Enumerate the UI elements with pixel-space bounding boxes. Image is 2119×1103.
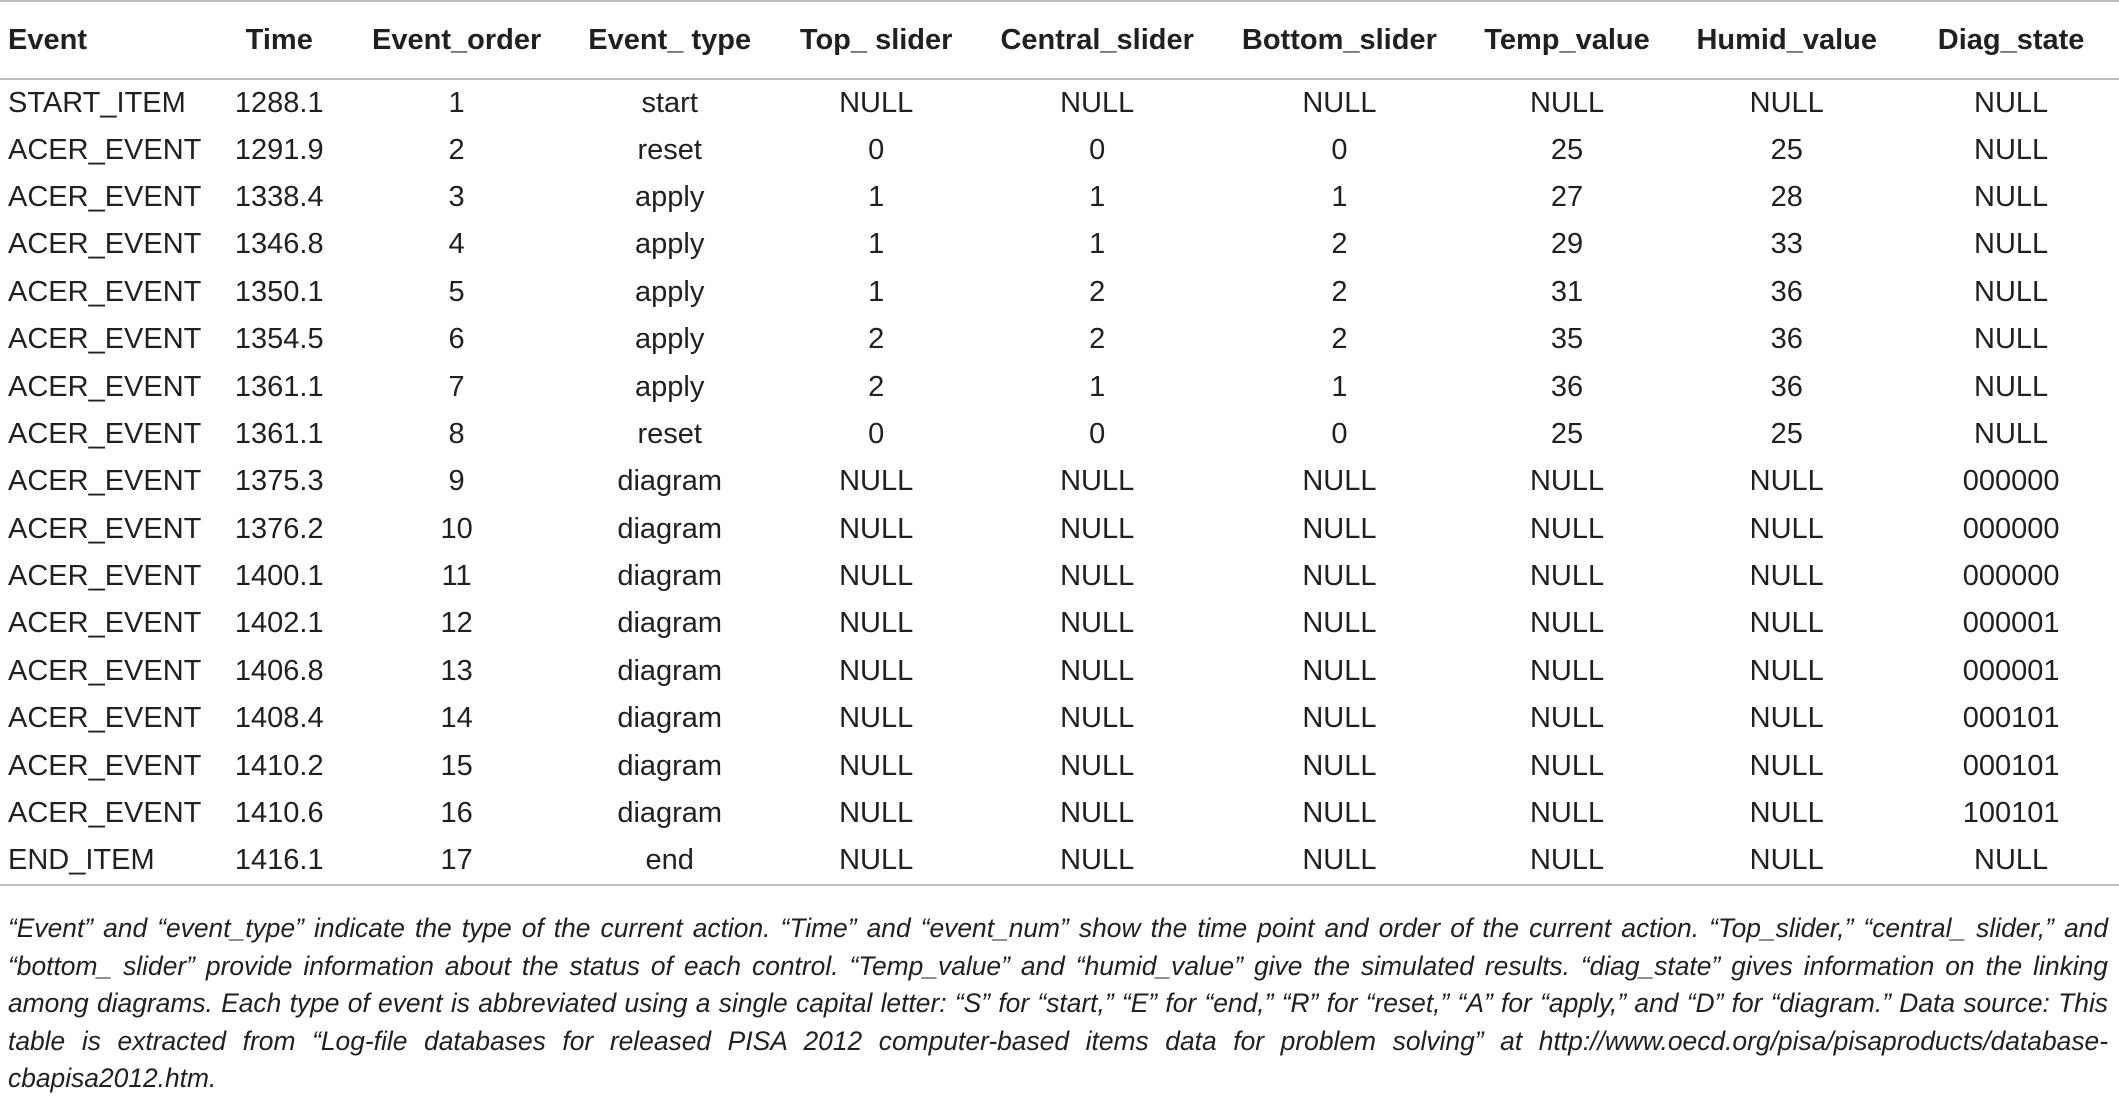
cell-bottom-slider: 1: [1331, 180, 1348, 213]
cell-temp-value: NULL: [1529, 607, 1605, 640]
table-row: [0, 837, 2119, 884]
table-row: [0, 506, 2119, 553]
column-header-humid-value: Humid_value: [1670, 1, 1903, 79]
cell-event-type: diagram: [617, 512, 723, 545]
cell-event-type: apply: [635, 370, 705, 403]
cell-event-order: 2: [448, 133, 465, 166]
table-footnote: [8, 910, 2108, 1098]
cell-central-slider: NULL: [1060, 86, 1135, 119]
cell-event-order: 17: [347, 837, 567, 884]
cell-diag-state: 000001: [1962, 607, 2060, 640]
cell-time: 1406.8: [234, 654, 324, 687]
cell-event: ACER_EVENT: [8, 749, 202, 782]
cell-humid-value: 28: [1770, 180, 1803, 213]
cell-event-type: apply: [635, 228, 705, 261]
table-row: [0, 742, 2119, 789]
cell-bottom-slider: NULL: [1302, 512, 1377, 545]
cell-time: 1346.8: [234, 228, 324, 261]
cell-time: 1361.1: [234, 370, 324, 403]
cell-temp-value: NULL: [1464, 837, 1670, 884]
table-row: [0, 174, 2119, 221]
table-row: [0, 458, 2119, 505]
cell-time: 1338.4: [234, 180, 324, 213]
table-row: [0, 269, 2119, 316]
cell-event-type: reset: [637, 417, 702, 450]
cell-temp-value: NULL: [1529, 512, 1605, 545]
cell-temp-value: 27: [1550, 180, 1584, 213]
column-header-bottom-slider: Bottom_slider: [1215, 1, 1464, 79]
cell-event-type: apply: [635, 275, 705, 308]
cell-humid-value: NULL: [1749, 654, 1824, 687]
cell-central-slider: 1: [1089, 228, 1106, 261]
cell-central-slider: 2: [1089, 323, 1106, 356]
cell-top-slider: NULL: [839, 465, 914, 498]
cell-temp-value: NULL: [1529, 749, 1605, 782]
cell-event: ACER_EVENT: [8, 370, 202, 403]
cell-top-slider: NULL: [839, 607, 914, 640]
cell-diag-state: NULL: [1974, 180, 2049, 213]
cell-time: 1350.1: [234, 275, 324, 308]
cell-diag-state: NULL: [1974, 228, 2049, 261]
cell-temp-value: NULL: [1529, 797, 1605, 830]
table-header: [0, 1, 2119, 79]
table-row: [0, 363, 2119, 410]
column-header-time: Time: [212, 1, 347, 79]
cell-temp-value: 31: [1550, 275, 1584, 308]
cell-top-slider: NULL: [839, 86, 914, 119]
cell-event: ACER_EVENT: [8, 512, 202, 545]
cell-temp-value: NULL: [1529, 654, 1605, 687]
cell-event-order: 3: [448, 180, 465, 213]
cell-event: ACER_EVENT: [8, 323, 202, 356]
cell-temp-value: 25: [1550, 133, 1584, 166]
cell-event-type: diagram: [617, 797, 723, 830]
cell-central-slider: 1: [1089, 180, 1106, 213]
cell-time: 1402.1: [234, 607, 324, 640]
cell-central-slider: NULL: [979, 837, 1215, 884]
cell-central-slider: NULL: [1060, 512, 1135, 545]
cell-bottom-slider: NULL: [1302, 465, 1377, 498]
cell-bottom-slider: 0: [1331, 133, 1348, 166]
cell-central-slider: NULL: [1060, 797, 1135, 830]
table-body: [0, 79, 2119, 885]
cell-diag-state: NULL: [1974, 133, 2049, 166]
cell-time: 1288.1: [234, 86, 324, 119]
cell-event: ACER_EVENT: [8, 797, 202, 830]
cell-diag-state: 100101: [1962, 797, 2060, 830]
cell-event-order: 4: [448, 228, 465, 261]
cell-humid-value: NULL: [1749, 797, 1824, 830]
table-row: [0, 553, 2119, 600]
cell-event-order: 15: [440, 749, 473, 782]
cell-top-slider: 2: [868, 370, 885, 403]
table-row: [0, 79, 2119, 126]
cell-diag-state: NULL: [1974, 86, 2049, 119]
cell-temp-value: NULL: [1529, 702, 1605, 735]
cell-event-type: end: [566, 837, 772, 884]
cell-event: ACER_EVENT: [8, 228, 202, 261]
cell-bottom-slider: 0: [1331, 417, 1348, 450]
cell-diag-state: NULL: [1903, 837, 2119, 884]
cell-event: ACER_EVENT: [8, 275, 202, 308]
cell-central-slider: 0: [1089, 133, 1106, 166]
cell-event-order: 6: [448, 323, 465, 356]
cell-temp-value: NULL: [1529, 86, 1605, 119]
column-header-event-type: Event_ type: [566, 1, 772, 79]
cell-humid-value: NULL: [1749, 749, 1824, 782]
cell-event-order: 8: [448, 417, 465, 450]
cell-diag-state: 000000: [1962, 512, 2060, 545]
cell-central-slider: 1: [1089, 370, 1106, 403]
cell-central-slider: NULL: [1060, 465, 1135, 498]
cell-humid-value: 25: [1770, 133, 1803, 166]
cell-event-type: diagram: [617, 749, 723, 782]
cell-humid-value: NULL: [1670, 837, 1903, 884]
column-header-temp-value: Temp_value: [1464, 1, 1670, 79]
cell-bottom-slider: 2: [1331, 275, 1348, 308]
cell-time: 1291.9: [234, 133, 324, 166]
column-header-event: Event: [0, 1, 212, 79]
cell-diag-state: 000001: [1962, 654, 2060, 687]
cell-top-slider: 0: [868, 417, 885, 450]
cell-humid-value: 33: [1770, 228, 1803, 261]
cell-diag-state: NULL: [1974, 370, 2049, 403]
cell-diag-state: NULL: [1974, 323, 2049, 356]
cell-top-slider: 2: [868, 323, 885, 356]
table-row: [0, 411, 2119, 458]
column-header-central-slider: Central_slider: [979, 1, 1215, 79]
cell-bottom-slider: 2: [1331, 228, 1348, 261]
cell-top-slider: NULL: [839, 560, 914, 593]
cell-top-slider: NULL: [839, 797, 914, 830]
cell-bottom-slider: NULL: [1302, 702, 1377, 735]
table-row: [0, 126, 2119, 173]
cell-humid-value: 36: [1770, 275, 1803, 308]
cell-time: 1410.6: [234, 797, 324, 830]
cell-event-order: 13: [440, 654, 473, 687]
cell-temp-value: NULL: [1529, 560, 1605, 593]
cell-bottom-slider: NULL: [1215, 837, 1464, 884]
cell-event-type: apply: [635, 323, 705, 356]
cell-temp-value: NULL: [1529, 465, 1605, 498]
column-header-top-slider: Top_ slider: [773, 1, 979, 79]
cell-bottom-slider: NULL: [1302, 560, 1377, 593]
cell-diag-state: NULL: [1974, 417, 2049, 450]
cell-top-slider: 1: [868, 228, 885, 261]
cell-bottom-slider: NULL: [1302, 749, 1377, 782]
cell-time: 1400.1: [234, 560, 324, 593]
cell-time: 1410.2: [234, 749, 324, 782]
cell-event-order: 11: [441, 560, 472, 593]
cell-event-type: diagram: [617, 702, 723, 735]
cell-diag-state: NULL: [1974, 275, 2049, 308]
cell-temp-value: 35: [1550, 323, 1584, 356]
cell-event-order: 16: [440, 797, 473, 830]
cell-event: ACER_EVENT: [8, 607, 202, 640]
cell-top-slider: NULL: [839, 654, 914, 687]
cell-humid-value: NULL: [1749, 512, 1824, 545]
cell-central-slider: NULL: [1060, 560, 1135, 593]
cell-event-order: 14: [440, 702, 473, 735]
cell-top-slider: NULL: [839, 749, 914, 782]
cell-event: ACER_EVENT: [8, 133, 202, 166]
cell-bottom-slider: NULL: [1302, 86, 1377, 119]
cell-event-order: 7: [448, 370, 465, 403]
cell-central-slider: 2: [1089, 275, 1106, 308]
cell-diag-state: 000000: [1962, 560, 2060, 593]
cell-time: 1416.1: [212, 837, 347, 884]
cell-event-order: 1: [448, 86, 465, 119]
cell-event-type: start: [641, 86, 698, 119]
cell-temp-value: 25: [1550, 417, 1584, 450]
cell-event-order: 5: [448, 275, 465, 308]
cell-bottom-slider: NULL: [1302, 654, 1377, 687]
cell-event: ACER_EVENT: [8, 180, 202, 213]
cell-humid-value: 36: [1770, 370, 1803, 403]
cell-time: 1376.2: [234, 512, 324, 545]
cell-humid-value: 36: [1770, 323, 1803, 356]
table-row: [0, 600, 2119, 647]
cell-top-slider: NULL: [839, 512, 914, 545]
cell-event: ACER_EVENT: [8, 417, 202, 450]
cell-humid-value: NULL: [1749, 607, 1824, 640]
cell-humid-value: NULL: [1749, 86, 1824, 119]
cell-event-type: diagram: [617, 607, 723, 640]
cell-bottom-slider: NULL: [1302, 797, 1377, 830]
cell-event: END_ITEM: [0, 837, 212, 884]
table-row: [0, 695, 2119, 742]
cell-event: ACER_EVENT: [8, 560, 202, 593]
cell-event: START_ITEM: [8, 86, 186, 119]
cell-event-type: diagram: [617, 560, 723, 593]
cell-event-type: reset: [637, 133, 702, 166]
cell-bottom-slider: 2: [1331, 323, 1348, 356]
column-header-diag-state: Diag_state: [1903, 1, 2119, 79]
footnote-text: “Event” and “event_type” indicate the type of the current action. “Time” and “event_num” show the time point and order of the current action. “Top_slider,” “central_ slider,” and “bottom_ slider” provide information about the status of each control. “Temp_value” and “humid_value” give the simulated results. “diag_state” gives information on the linking among diagrams. Each type of event is abbreviated using a single capital letter: “S” for “start,” “E” for “end,” “R” for “reset,” “A” for “apply,” and “D” for “diagram.” Data source: This table is extracted from “Log-file databases for released PISA 2012 computer-based items data for problem solving” at http://www.oecd.org/pisa/pisaproducts/database-cbapisa2012.htm.: [8, 913, 2108, 1093]
cell-event-order: 10: [440, 512, 473, 545]
cell-central-slider: 0: [1089, 417, 1106, 450]
header-row: [0, 1, 2119, 79]
cell-event-type: apply: [635, 180, 705, 213]
cell-event: ACER_EVENT: [8, 702, 202, 735]
table-row: [0, 648, 2119, 695]
cell-diag-state: 000101: [1962, 749, 2060, 782]
cell-temp-value: 36: [1550, 370, 1584, 403]
cell-bottom-slider: NULL: [1302, 607, 1377, 640]
cell-diag-state: 000000: [1962, 465, 2060, 498]
cell-top-slider: NULL: [773, 837, 979, 884]
column-header-event-order: Event_order: [347, 1, 567, 79]
cell-event: ACER_EVENT: [8, 654, 202, 687]
cell-event: ACER_EVENT: [8, 465, 202, 498]
cell-central-slider: NULL: [1060, 702, 1135, 735]
cell-event-type: diagram: [617, 654, 723, 687]
cell-diag-state: 000101: [1962, 702, 2060, 735]
cell-bottom-slider: 1: [1331, 370, 1348, 403]
cell-central-slider: NULL: [1060, 607, 1135, 640]
cell-top-slider: NULL: [839, 702, 914, 735]
cell-time: 1375.3: [234, 465, 324, 498]
cell-top-slider: 1: [868, 275, 885, 308]
table-row: [0, 790, 2119, 837]
table-row: [0, 221, 2119, 268]
cell-humid-value: NULL: [1749, 702, 1824, 735]
cell-humid-value: NULL: [1749, 465, 1824, 498]
cell-temp-value: 29: [1550, 228, 1584, 261]
cell-central-slider: NULL: [1060, 654, 1135, 687]
cell-time: 1361.1: [234, 417, 324, 450]
cell-top-slider: 0: [868, 133, 885, 166]
cell-top-slider: 1: [868, 180, 885, 213]
cell-central-slider: NULL: [1060, 749, 1135, 782]
table-row: [0, 316, 2119, 363]
cell-event-order: 12: [440, 607, 473, 640]
cell-time: 1408.4: [234, 702, 324, 735]
cell-time: 1354.5: [234, 323, 324, 356]
cell-humid-value: NULL: [1749, 560, 1824, 593]
cell-event-order: 9: [448, 465, 465, 498]
cell-event-type: diagram: [617, 465, 723, 498]
cell-humid-value: 25: [1770, 417, 1803, 450]
